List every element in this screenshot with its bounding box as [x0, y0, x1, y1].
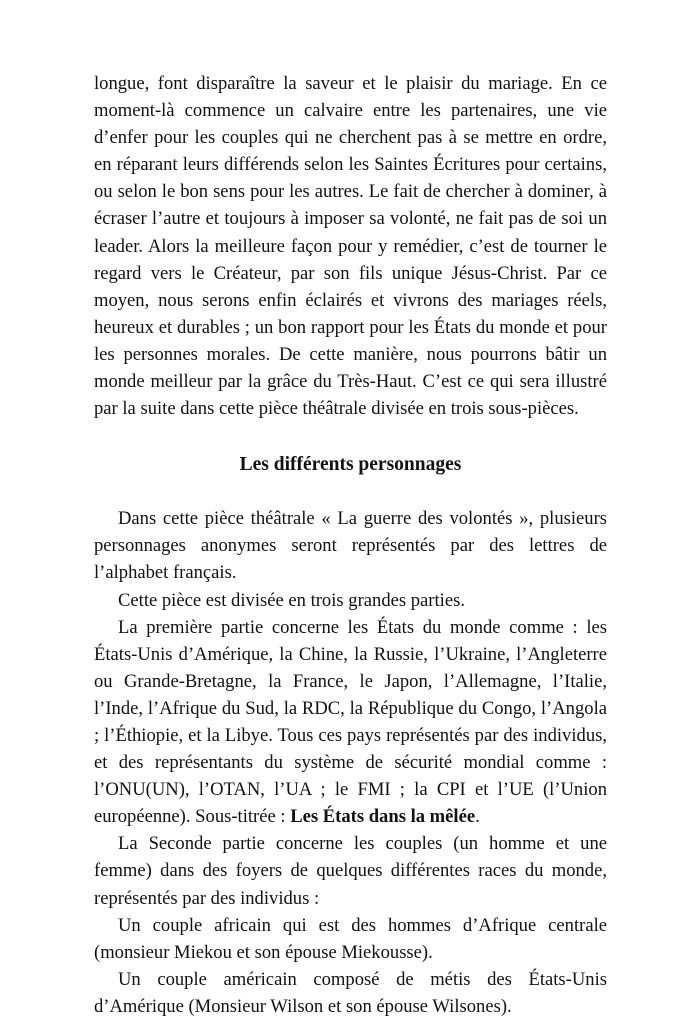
paragraph-characters: Dans cette pièce théâtrale « La guerre des volontés », plusieurs personnages anonymes seront représentés par des lettres de l’alphabet français.	[94, 508, 607, 584]
section-heading: Les différents personnages	[239, 454, 462, 476]
paragraph-first-part	[94, 614, 607, 831]
paragraph-american-couple: Un couple américain composé de métis des États-Unis d’Amérique (Monsieur Wilson et son épouse Wilsones).	[94, 968, 607, 1017]
first-part-subtitle: Les États dans la mêlée	[290, 806, 476, 828]
paragraph-intro-continued: longue, font disparaître la saveur et le plaisir du mariage. En ce moment-là commence un calvaire entre les partenaires, une vie d’enfer pour les couples qui ne cherchent pas à se mettre en ordre, en réparant leurs différends selon les Saintes Écritures pour certains, ou selon le bon sens pour les autres. Le fait de chercher à dominer, à écraser l’autre et toujours à imposer sa volonté, ne fait pas de soi un leader. Alors la meilleure façon pour y remédier, c’est de tourner le regard vers le Créateur, par son fils unique Jésus-Christ. Par ce moyen, nous serons enfin éclairés et vivrons des mariages réels, heureux et durables ; un bon rapport pour les États du monde et pour les personnes morales. De cette manière, nous pourrons bâtir un monde meilleur par la grâce du Très-Haut. C’est ce qui sera illustré par la suite dans cette pièce théâtrale divisée en trois sous-pièces.	[94, 73, 607, 420]
paragraph-three-parts: Cette pièce est divisée en trois grandes parties.	[118, 589, 465, 611]
paragraph-second-part: La Seconde partie concerne les couples (un homme et une femme) dans des foyers de quelques différentes races du monde, représentés par des individus :	[94, 833, 607, 909]
paragraph-african-couple: Un couple africain qui est des hommes d’Afrique centrale (monsieur Miekou et son épouse Miekousse).	[94, 914, 607, 963]
first-part-trailing: .	[475, 806, 480, 828]
first-part-text: La première partie concerne les États du monde comme : les États-Unis d’Amérique, la Chine, la Russie, l’Ukraine, l’Angleterre ou Grande-Bretagne, la France, le Japon, l’Allemagne, l’Italie, l’Inde, l’Afrique du Sud, la RDC, la République du Congo, l’Angola ; l’Éthiopie, et la Libye. Tous ces pays représentés par des individus, et des représentants du système de sécurité mondial comme : l’ONU(UN), l’OTAN, l’UA ; le FMI ; la CPI et l’UE (l’Union européenne). Sous-titrée :	[94, 616, 607, 828]
document-page	[94, 70, 607, 1020]
